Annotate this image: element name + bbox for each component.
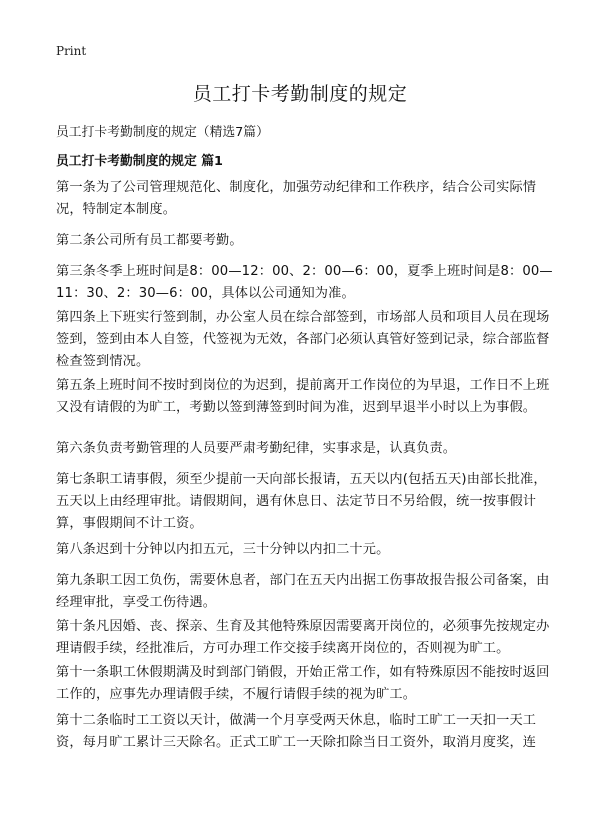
paragraph-article-12: 第十二条临时工工资以天计，做满一个月享受两天休息，临时工旷工一天扣一天工资，每月旷工累计三天除名。正式工旷工一天除扣除当日工资外，取消月度奖，连 [56, 713, 537, 750]
paragraph-article-6: 第六条负责考勤管理的人员要严肃考勤纪律，实事求是，认真负责。 [56, 441, 457, 456]
print-link[interactable]: Print [56, 44, 87, 58]
document-subtitle: 员工打卡考勤制度的规定（精选7篇） [56, 125, 269, 140]
paragraph-article-7: 第七条职工请事假，须至少提前一天向部长报请，五天以内(包括五天)由部长批准，五天以上由经理审批。请假期间，遇有休息日、法定节日不另给假，统一按事假计算，事假期间不计工资。 [56, 472, 547, 531]
paragraph-article-2: 第二条公司所有员工都要考勤。 [56, 233, 243, 248]
section-heading: 员工打卡考勤制度的规定 篇1 [56, 154, 223, 169]
paragraph-article-10: 第十条凡因婚、丧、探亲、生育及其他特殊原因需要离开岗位的，必须事先按规定办理请假手续，经批准后，方可办理工作交接手续离开岗位的，否则视为旷工。 [56, 619, 550, 656]
paragraph-article-4: 第四条上下班实行签到制，办公室人员在综合部签到，市场部人员和项目人员在现场签到，签到由本人自签，代签视为无效，各部门必须认真管好签到记录，综合部监督检查签到情况。 [56, 310, 550, 369]
paragraph-article-1: 第一条为了公司管理规范化、制度化，加强劳动纪律和工作秩序，结合公司实际情况，特制定本制度。 [56, 180, 537, 217]
paragraph-article-9: 第九条职工因工负伤，需要休息者，部门在五天内出据工伤事故报告报公司备案，由经理审批，享受工伤待遇。 [56, 573, 550, 610]
paragraph-article-3: 第三条冬季上班时间是8：00—12：00、2：00—6：00，夏季上班时间是8：00—11：30、2：30—6：00，具体以公司通知为准。 [56, 264, 553, 301]
document-title: 员工打卡考勤制度的规定 [192, 83, 408, 105]
paragraph-article-5: 第五条上班时间不按时到岗位的为迟到，提前离开工作岗位的为早退，工作日不上班又没有请假的为旷工，考勤以签到薄签到时间为准，迟到早退半小时以上为事假。 [56, 378, 550, 415]
paragraph-article-8: 第八条迟到十分钟以内扣五元，三十分钟以内扣二十元。 [56, 542, 390, 557]
paragraph-article-11: 第十一条职工休假期满及时到部门销假，开始正常工作，如有特殊原因不能按时返回工作的，应事先办理请假手续，不履行请假手续的视为旷工。 [56, 665, 550, 702]
